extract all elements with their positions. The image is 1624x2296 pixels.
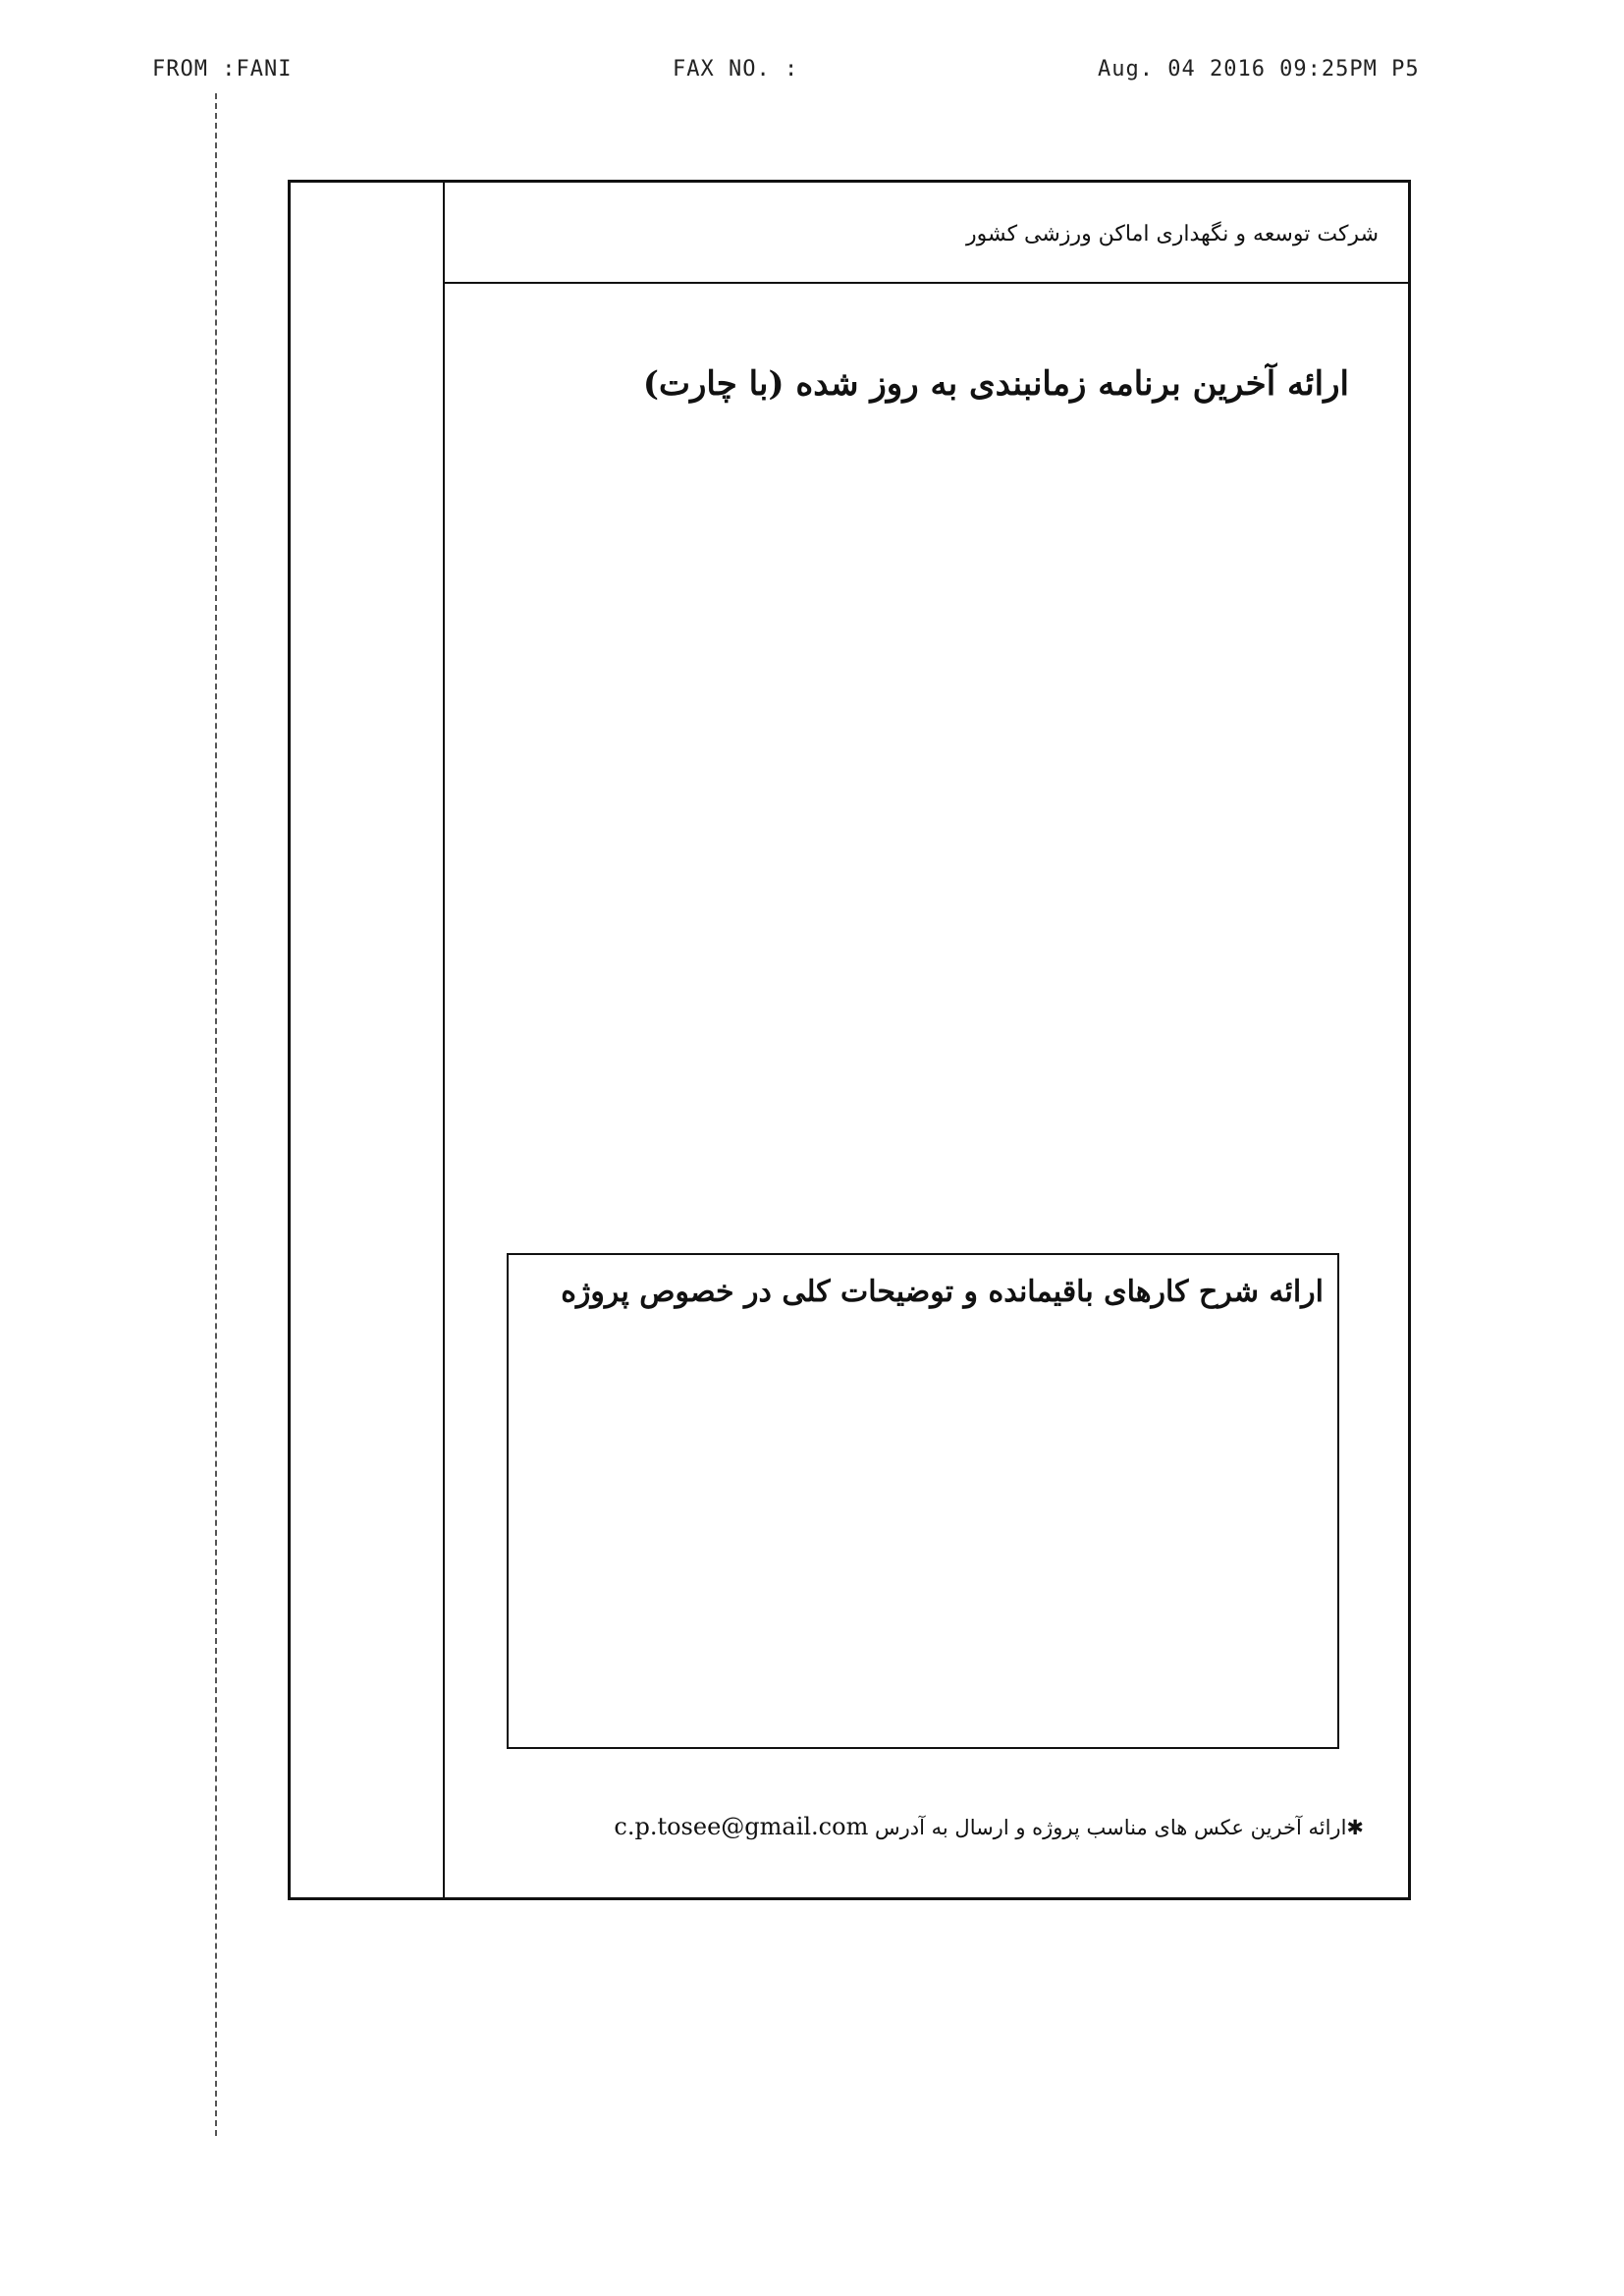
photo-submission-note <box>480 1813 1364 1840</box>
fax-from: FROM :FANI <box>152 57 293 82</box>
fax-number: FAX NO. : <box>673 57 799 82</box>
contact-email: c.p.tosee@gmail.com <box>614 1813 869 1840</box>
remaining-work-box <box>507 1253 1339 1749</box>
remaining-work-title: ارائه شرح کارهای باقیمانده و توضیحات کلی در خصوص پروژه <box>561 1275 1324 1309</box>
form-frame <box>288 180 1411 1900</box>
photo-note-text: ✱ارائه آخرین عکس های مناسب پروژه و ارسال به آدرس <box>875 1816 1364 1839</box>
fax-perforation-line <box>215 93 217 2136</box>
binding-margin-line <box>443 183 445 1897</box>
header-divider <box>443 282 1408 284</box>
organization-name: شرکت توسعه و نگهداری اماکن ورزشی کشور <box>965 222 1379 246</box>
schedule-section-title: ارائه آخرین برنامه زمانبندی به روز شده (با چارت) <box>642 364 1349 404</box>
fax-date-page: Aug. 04 2016 09:25PM P5 <box>1098 57 1420 82</box>
